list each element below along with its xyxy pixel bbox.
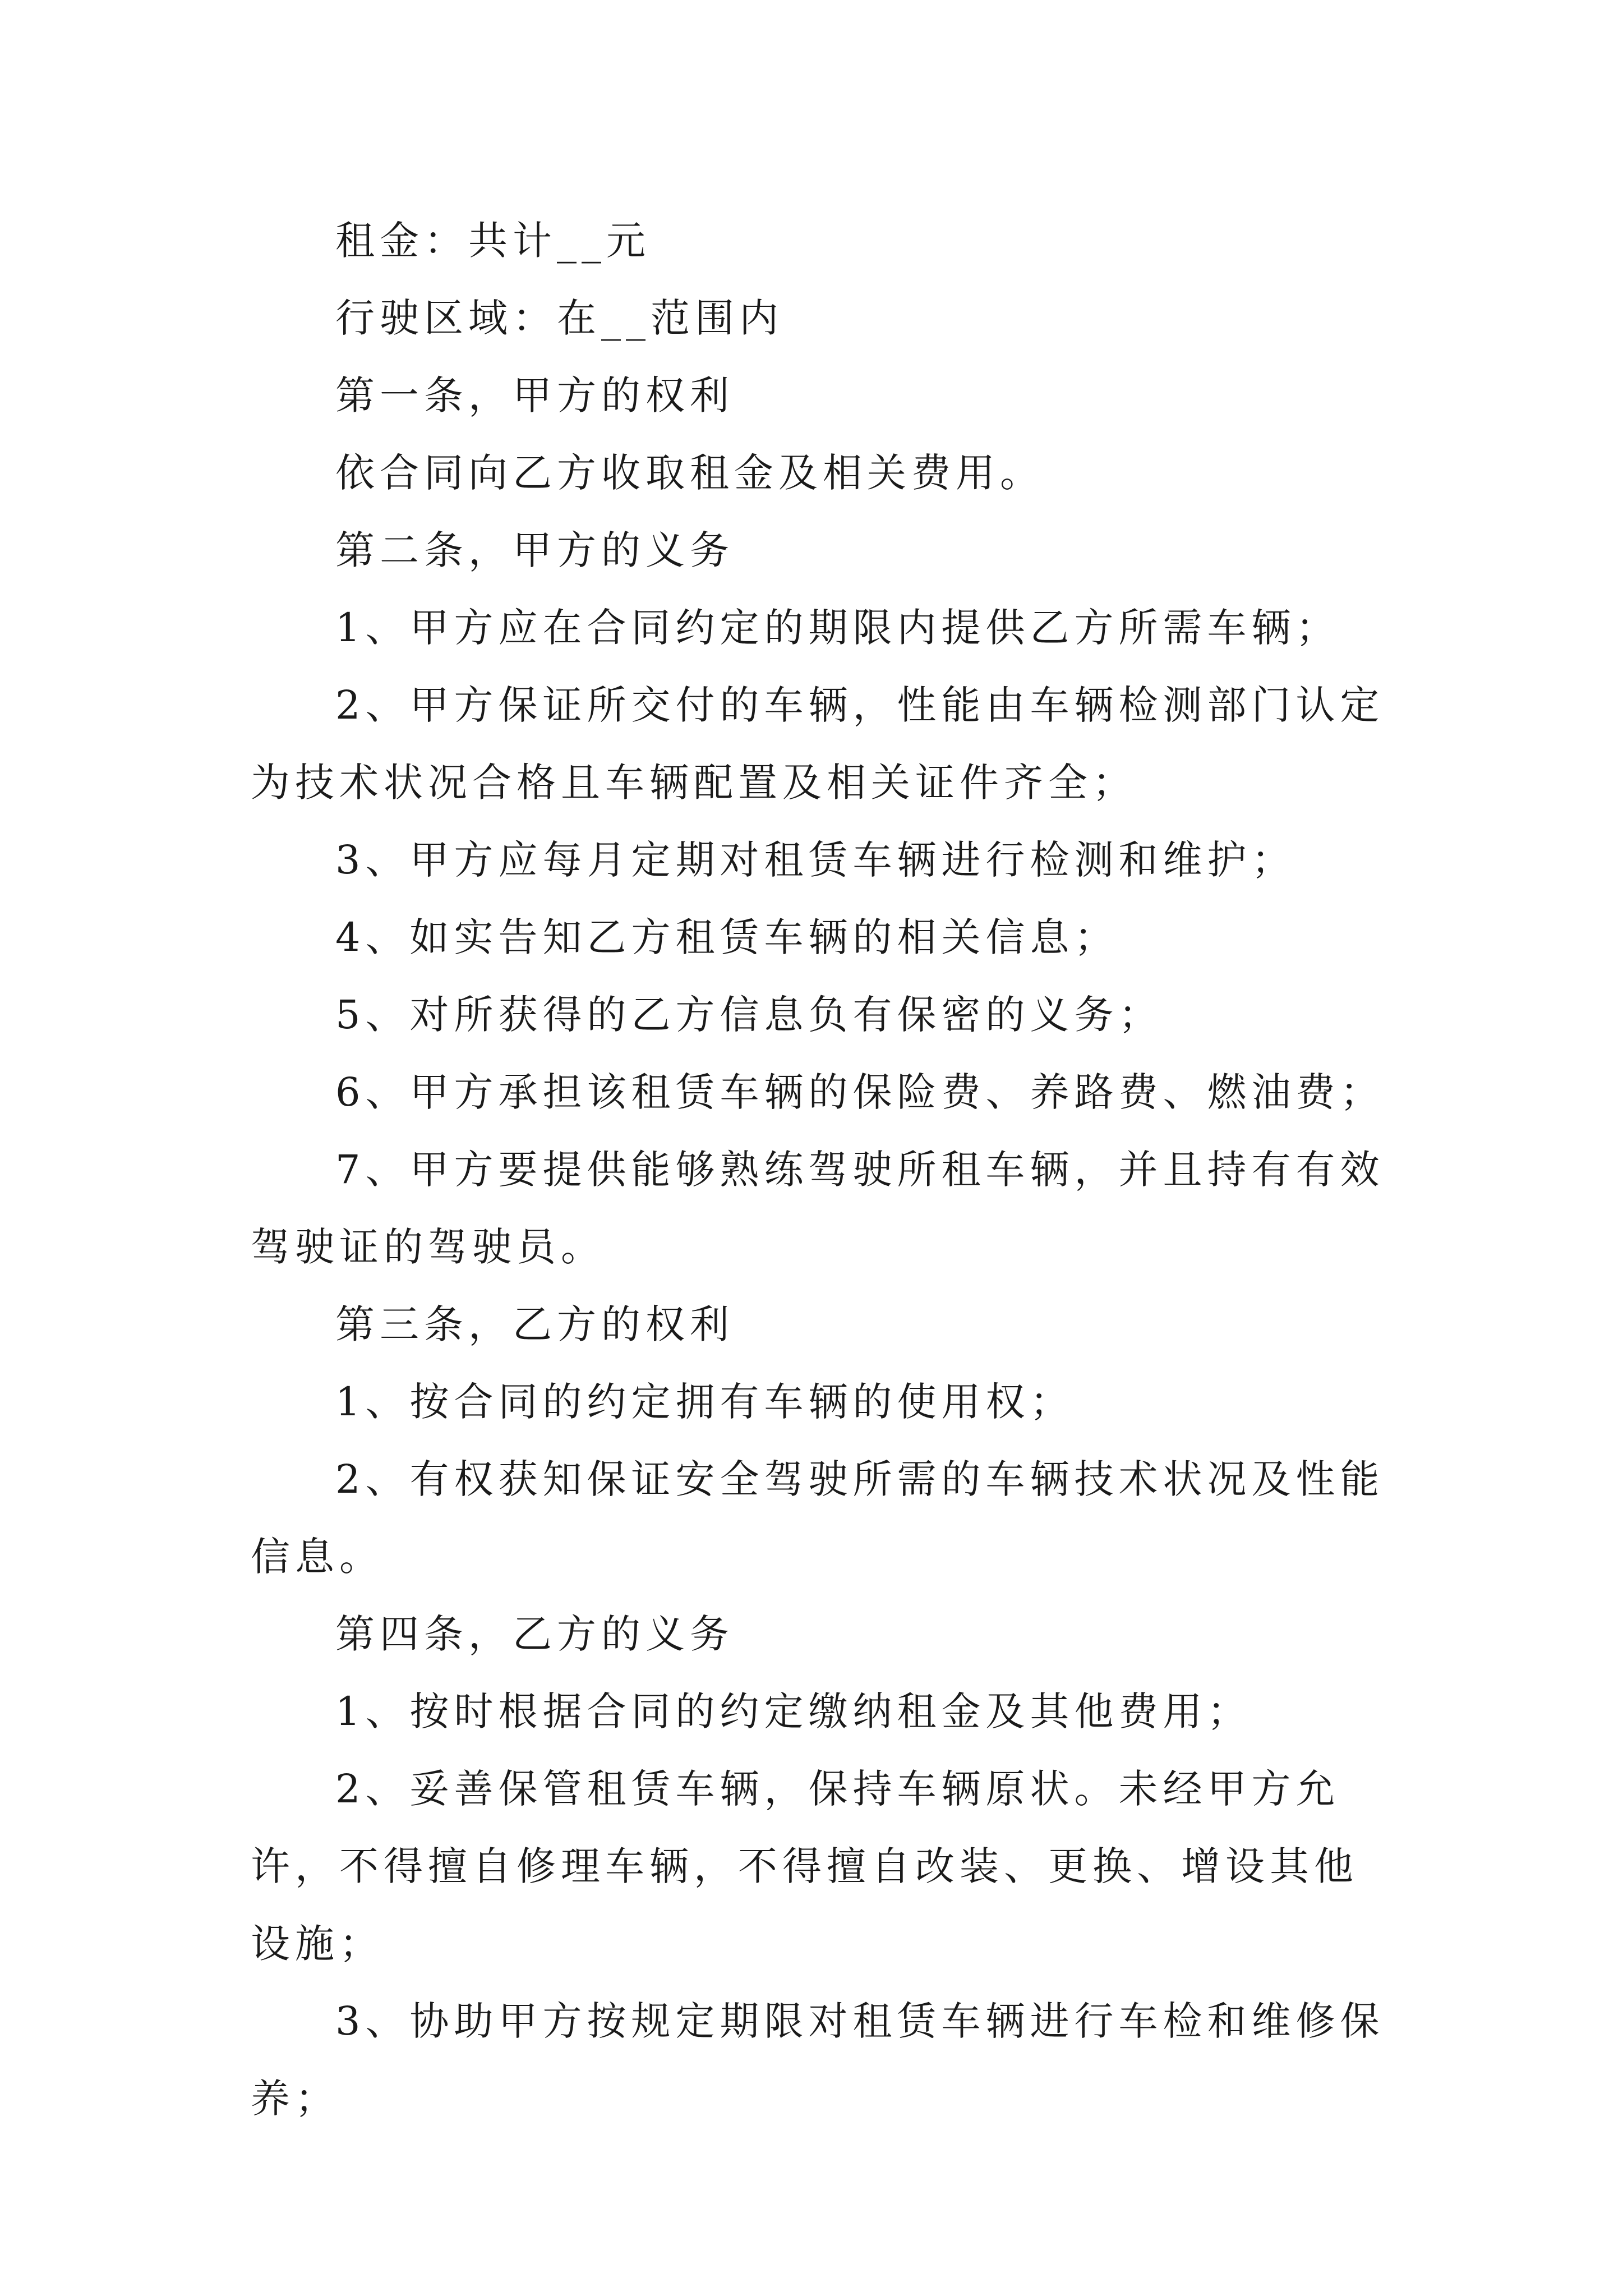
article-2-item-1: 1、甲方应在合同约定的期限内提供乙方所需车辆； (335, 605, 1340, 651)
article-2-item-4: 4、如实告知乙方租赁车辆的相关信息； (335, 914, 1119, 960)
article-4-item-1: 1、按时根据合同的约定缴纳租金及其他费用； (335, 1688, 1252, 1734)
article-3-item-1: 1、按合同的约定拥有车辆的使用权； (335, 1379, 1075, 1425)
article-2-item-2: 2、甲方保证所交付的车辆，性能由车辆检测部门认定为技术状况合格且车辆配置及相关证件齐全； (251, 682, 1385, 806)
contract-body (251, 202, 1395, 2137)
article-1-heading: 第一条，甲方的权利 (335, 372, 734, 418)
article-3-heading: 第三条，乙方的权利 (335, 1301, 734, 1347)
article-2-item-7: 7、甲方要提供能够熟练驾驶所租车辆，并且持有有效驾驶证的驾驶员。 (251, 1147, 1385, 1270)
article-1-text: 依合同向乙方收取租金及相关费用。 (335, 450, 1044, 496)
article-2-item-5: 5、对所获得的乙方信息负有保密的义务； (335, 992, 1163, 1038)
article-2-item-3: 3、甲方应每月定期对租赁车辆进行检测和维护； (335, 837, 1296, 883)
article-2-heading: 第二条，甲方的义务 (335, 527, 734, 573)
article-4-item-3: 3、协助甲方按规定期限对租赁车辆进行车检和维修保养； (251, 1998, 1385, 2122)
rent-amount-line: 租金：共计__元 (335, 218, 651, 264)
article-2-item-6: 6、甲方承担该租赁车辆的保险费、养路费、燃油费； (335, 1069, 1385, 1115)
article-4-item-2: 2、妥善保管租赁车辆，保持车辆原状。未经甲方允许，不得擅自修理车辆，不得擅自改装、更换、增设其他设施； (251, 1766, 1358, 1967)
driving-area-line: 行驶区域：在__范围内 (335, 295, 783, 341)
article-3-item-2: 2、有权获知保证安全驾驶所需的车辆技术状况及性能信息。 (251, 1456, 1385, 1580)
article-4-heading: 第四条，乙方的义务 (335, 1611, 734, 1657)
